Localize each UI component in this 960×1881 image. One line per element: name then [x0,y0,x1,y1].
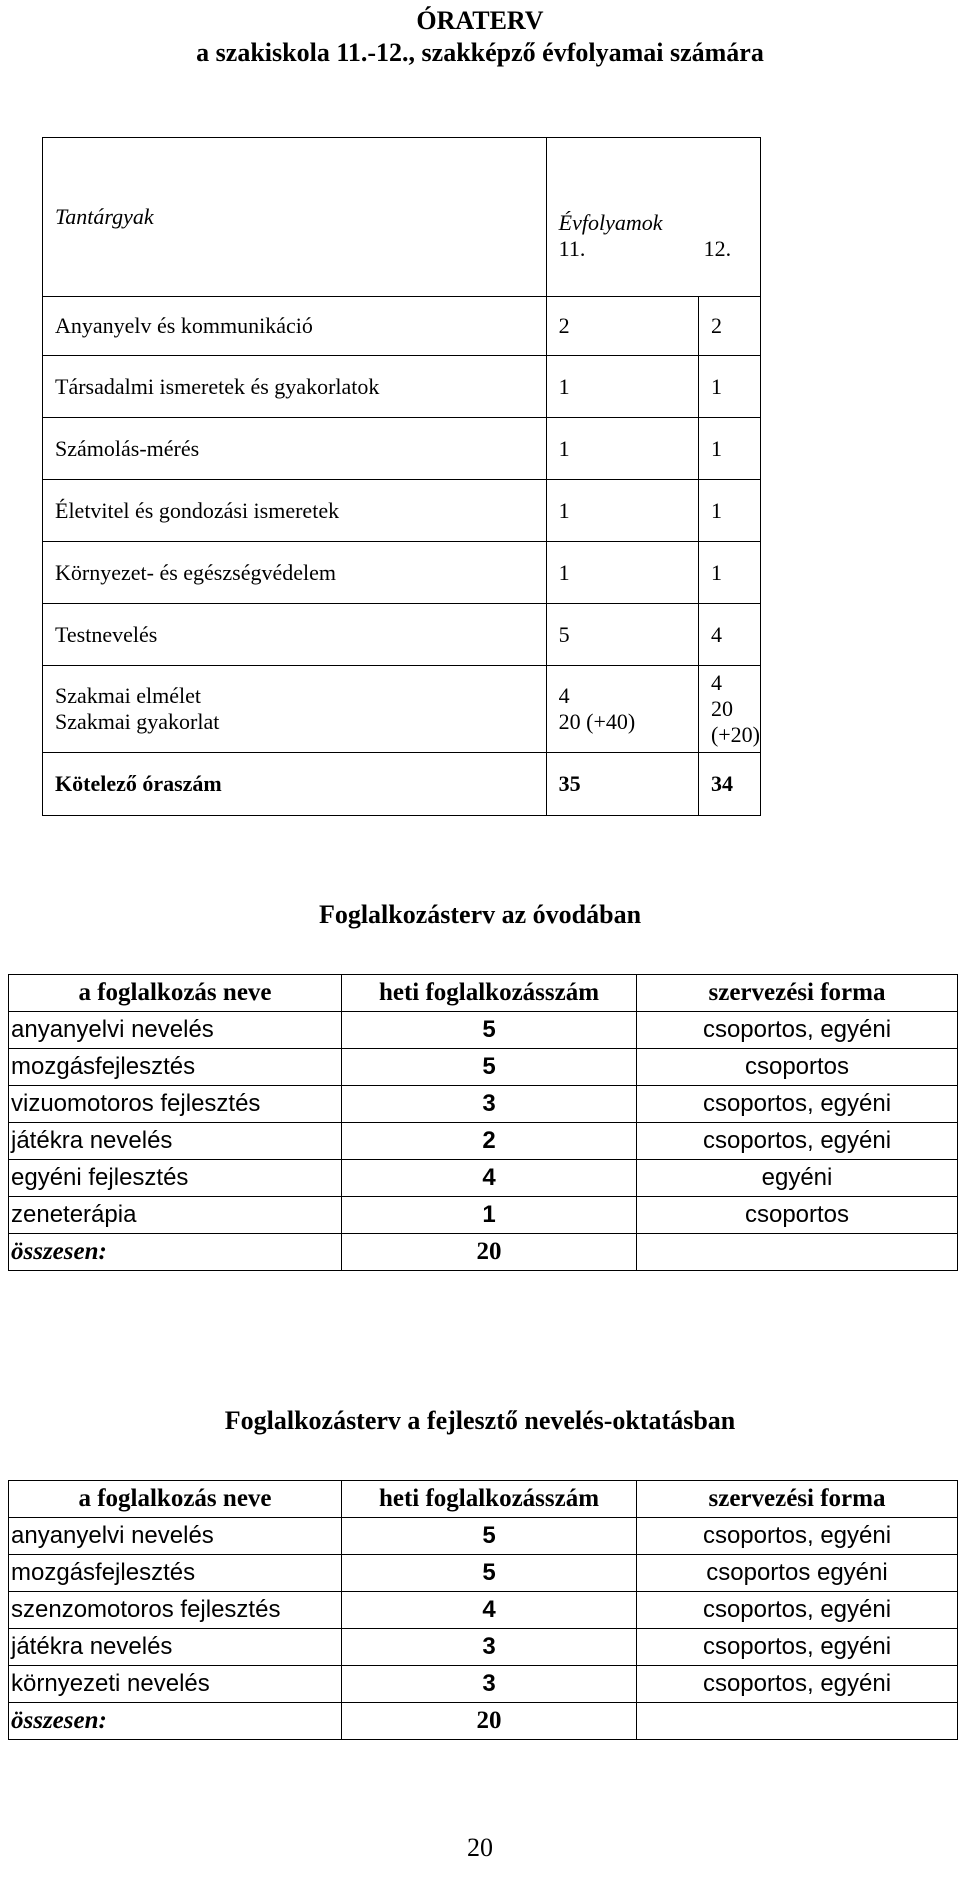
table-row [9,1629,958,1666]
organization-form: csoportos, egyéni [637,1518,958,1555]
schedule-header-row [43,138,761,297]
col-activity-name: a foglalkozás neve [9,1481,342,1518]
activity-name: vizuomotoros fejlesztés [9,1086,342,1123]
organization-form: csoportos [637,1049,958,1086]
table-row [9,1049,958,1086]
activity-name: mozgásfejlesztés [9,1049,342,1086]
subject-name: Testnevelés [43,604,547,666]
vocational-hours-11 [546,666,698,753]
schedule-table [42,137,761,816]
hours-12: 1 [698,356,760,418]
total-value: 20 [342,1234,637,1271]
organization-form: csoportos, egyéni [637,1666,958,1703]
year-11-label: 11. [558,236,586,261]
subject-name: Környezet- és egészségvédelem [43,542,547,604]
years-header [546,138,760,297]
vocational-theory-label: Szakmai elmélet [55,683,201,708]
total-12: 34 [698,753,760,816]
total-value: 20 [342,1703,637,1740]
empty-cell [637,1703,958,1740]
activity-name: anyanyelvi nevelés [9,1012,342,1049]
page-number: 20 [467,1833,493,1862]
col-weekly-count: heti foglalkozásszám [342,975,637,1012]
hours-11: 2 [546,297,698,356]
organization-form: csoportos, egyéni [637,1629,958,1666]
table-header-row [9,1481,958,1518]
weekly-count: 1 [342,1197,637,1234]
table-row [9,1518,958,1555]
schedule-row [43,480,761,542]
total-label: összesen: [9,1703,342,1740]
theory-hours-12: 4 [710,670,722,695]
total-row [9,1703,958,1740]
hours-12: 1 [698,418,760,480]
hours-12: 4 [698,604,760,666]
activity-name: környezeti nevelés [9,1666,342,1703]
table-row [9,1012,958,1049]
document-subtitle: a szakiskola 11.-12., szakképző évfolyamai számára [196,38,764,67]
subject-name: Anyanyelv és kommunikáció [43,297,547,356]
weekly-count: 4 [342,1160,637,1197]
schedule-row [43,356,761,418]
theory-hours-11: 4 [558,683,570,708]
development-plan-table [8,1480,958,1740]
vocational-hours-12 [698,666,760,753]
document-title: ÓRATERV [416,6,544,35]
empty-cell [637,1234,958,1271]
weekly-count: 2 [342,1123,637,1160]
hours-12: 2 [698,297,760,356]
table-row [9,1123,958,1160]
col-organization-form: szervezési forma [637,975,958,1012]
schedule-row [43,604,761,666]
schedule-row [43,542,761,604]
kindergarten-plan-title: Foglalkozásterv az óvodában [318,900,642,929]
practice-hours-12: 20 (+20) [710,696,760,747]
weekly-count: 5 [342,1012,637,1049]
hours-11: 1 [546,418,698,480]
organization-form: csoportos, egyéni [637,1012,958,1049]
organization-form: csoportos, egyéni [637,1086,958,1123]
year-12-label: 12. [703,236,732,261]
total-label: Kötelező óraszám [43,753,547,816]
hours-11: 1 [546,480,698,542]
vocational-practice-label: Szakmai gyakorlat [55,709,220,734]
organization-form: egyéni [637,1160,958,1197]
subjects-header: Tantárgyak [43,138,547,297]
table-row [9,1197,958,1234]
col-weekly-count: heti foglalkozásszám [342,1481,637,1518]
table-row [9,1086,958,1123]
table-row [9,1160,958,1197]
weekly-count: 4 [342,1592,637,1629]
hours-12: 1 [698,480,760,542]
practice-hours-11: 20 (+40) [558,709,636,734]
organization-form: csoportos [637,1197,958,1234]
activity-name: mozgásfejlesztés [9,1555,342,1592]
weekly-count: 3 [342,1629,637,1666]
table-row [9,1666,958,1703]
total-11: 35 [546,753,698,816]
activity-name: anyanyelvi nevelés [9,1518,342,1555]
col-organization-form: szervezési forma [637,1481,958,1518]
weekly-count: 3 [342,1666,637,1703]
activity-name: zeneterápia [9,1197,342,1234]
hours-12: 1 [698,542,760,604]
hours-11: 1 [546,542,698,604]
schedule-row [43,418,761,480]
total-row [9,1234,958,1271]
schedule-row [43,297,761,356]
weekly-count: 5 [342,1555,637,1592]
subject-name: Társadalmi ismeretek és gyakorlatok [43,356,547,418]
weekly-count: 5 [342,1049,637,1086]
organization-form: csoportos, egyéni [637,1592,958,1629]
years-label: Évfolyamok [558,210,663,235]
total-label: összesen: [9,1234,342,1271]
activity-name: egyéni fejlesztés [9,1160,342,1197]
vocational-subjects [43,666,547,753]
development-plan-title: Foglalkozásterv a fejlesztő nevelés-oktatásban [224,1406,736,1435]
kindergarten-plan-table [8,974,958,1271]
organization-form: csoportos, egyéni [637,1123,958,1160]
col-activity-name: a foglalkozás neve [9,975,342,1012]
organization-form: csoportos egyéni [637,1555,958,1592]
activity-name: játékra nevelés [9,1123,342,1160]
schedule-total-row [43,753,761,816]
weekly-count: 3 [342,1086,637,1123]
vocational-row [43,666,761,753]
table-header-row [9,975,958,1012]
subject-name: Életvitel és gondozási ismeretek [43,480,547,542]
table-row [9,1592,958,1629]
weekly-count: 5 [342,1518,637,1555]
hours-11: 1 [546,356,698,418]
activity-name: szenzomotoros fejlesztés [9,1592,342,1629]
table-row [9,1555,958,1592]
subject-name: Számolás-mérés [43,418,547,480]
hours-11: 5 [546,604,698,666]
activity-name: játékra nevelés [9,1629,342,1666]
